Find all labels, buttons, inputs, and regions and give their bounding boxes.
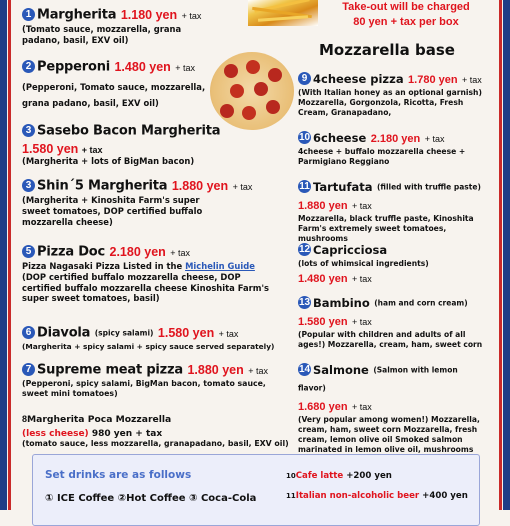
item-name: Shin´5 Margherita [37, 178, 168, 194]
item-tax: + tax [352, 317, 372, 327]
item-tax: + tax [352, 274, 372, 284]
item-price: 1.480 yen [114, 59, 171, 74]
item-name: Pizza Doc [37, 244, 106, 260]
item-price-line [298, 312, 488, 330]
mozzarella-base-heading: Mozzarella base [319, 41, 455, 59]
item-number-badge: 9 [298, 72, 311, 85]
item-number-badge: 10 [298, 132, 311, 144]
menu-item-4cheese [298, 70, 484, 118]
item-price: 1.580 yen [298, 316, 348, 328]
item-number-badge: 1 [22, 8, 35, 21]
item-price-line [298, 397, 488, 415]
takeout-line2: 80 yen + tax per box [353, 16, 459, 28]
fries-image [248, 0, 318, 26]
item-name: Bambino [313, 295, 370, 310]
drink-label: Italian non-alcoholic beer [295, 491, 420, 501]
item-price: 2.180 yen [109, 244, 166, 259]
item-price [22, 142, 252, 156]
item-note: (less cheese) [22, 429, 89, 439]
item-number-badge: 5 [22, 245, 35, 258]
item-price: 2.180 yen [370, 133, 421, 145]
pepperoni-pizza-image [210, 52, 294, 130]
item-tax: + tax [248, 366, 268, 376]
item-number-badge: 2 [22, 60, 35, 73]
item-description: Mozzarella, black truffle paste, Kinoshita Farm's extremely sweet tomatoes, mushrooms [298, 214, 474, 243]
item-name: Salmone [313, 362, 369, 377]
item-description: (Pepperoni, spicy salami, BigMan bacon, tomato sauce, sweet mini tomatoes) [22, 379, 266, 398]
drink-price: +200 yen [346, 471, 392, 481]
item-description: (Pepperoni, Tomato sauce, mozzarella, grana padano, basil, EXV oil) [22, 82, 206, 108]
item-tax: + tax [424, 134, 445, 144]
item-price: 1.780 yen [408, 74, 458, 86]
item-name: Margherita [37, 7, 117, 23]
item-price: 1.880 yen [298, 200, 348, 212]
item-subtitle: (filled with truffle paste) [376, 182, 481, 192]
menu-item-salmone [298, 361, 488, 455]
menu-item-margherita [22, 6, 252, 46]
item-name: Margherita Poca Mozzarella [27, 414, 172, 425]
item-description: (Margherita + spicy salami + spicy sauce served separately) [22, 342, 275, 351]
item-tax: + tax [218, 329, 239, 339]
item-tax: + tax [135, 429, 163, 439]
item-number-badge: 14 [298, 364, 311, 376]
item-description: (Tomato sauce, mozzarella, grana padano, basil, EXV oil) [22, 24, 182, 45]
item-name: Pepperoni [37, 59, 111, 75]
item-description: 4cheese + buffalo mozzarella cheese + Parmigiano Reggiano [298, 147, 466, 166]
drink-cafe-latte [286, 471, 392, 481]
item-number-badge: 13 [298, 297, 311, 309]
menu-item-6cheese [298, 129, 484, 167]
item-number-badge: 3 [22, 179, 35, 192]
item-price: 1.480 yen [298, 273, 348, 285]
item-michelin-text: Pizza Nagasaki Pizza Listed in the [22, 261, 183, 271]
item-price-line [22, 429, 297, 439]
item-subtitle: (ham and corn cream) [374, 298, 468, 308]
set-drinks-heading: Set drinks are as follows [45, 469, 192, 481]
takeout-line1: Take-out will be charged [342, 1, 470, 13]
item-tax: + tax [170, 248, 191, 258]
item-price: 1.880 yen [187, 362, 244, 377]
item-description: (With Italian honey as an optional garnish) Mozzarella, Gorgonzola, Ricotta, Fresh Cream, Granapadano, [298, 88, 482, 117]
item-price-line [298, 196, 484, 214]
item-name: 6cheese [313, 130, 367, 145]
set-drinks-box [32, 454, 480, 526]
item-name: Diavola [37, 325, 91, 341]
michelin-guide-link[interactable]: Michelin Guide [185, 261, 255, 271]
left-border-accent [8, 0, 11, 510]
menu-item-pizza-doc [22, 243, 292, 304]
item-price: 1.680 yen [298, 401, 348, 413]
item-tax: + tax [175, 63, 195, 73]
menu-item-tartufata [298, 178, 484, 244]
item-description: (Popular with children and adults of all ages!) Mozzarella, cream, ham, sweet corn [298, 330, 483, 349]
item-description: (DOP certified buffalo mozzarella cheese, DOP certified buffalo mozzarella cheese Kinoshita Farm's super sweet tomatoes, basil) [22, 271, 270, 304]
item-tax: + tax [352, 201, 372, 211]
menu-item-supreme-meat [22, 361, 282, 399]
item-description: (Very popular among women!) Mozzarella, cream, ham, sweet corn Mozzarella, fresh cream, lemon olive oil Smoked salmon marinated in lemon olive oil, mushrooms [298, 415, 480, 454]
drink-non-alcoholic-beer [286, 491, 468, 501]
left-border [0, 0, 7, 510]
item-subtitle: (lots of whimsical ingredients) [298, 259, 429, 268]
item-number-badge: 12 [298, 244, 311, 256]
item-tax: + tax [181, 11, 202, 21]
menu-item-sasebo-bacon [22, 122, 252, 167]
item-tax: + tax [462, 75, 482, 85]
item-price: 1.880 yen [171, 178, 229, 193]
item-name: 4cheese pizza [313, 71, 404, 86]
menu-item-capricciosa [298, 241, 484, 287]
right-border-accent [499, 0, 502, 510]
item-price-value: 1.580 yen [22, 142, 79, 156]
item-tax: + tax [232, 182, 253, 192]
item-price-line [298, 269, 484, 287]
item-name: Sasebo Bacon Margherita [37, 123, 221, 139]
menu-item-margherita-poca [22, 409, 297, 450]
takeout-note [331, 0, 481, 30]
menu-item-bambino [298, 294, 488, 350]
menu-item-diavola [22, 324, 297, 353]
item-number-badge: 6 [22, 326, 35, 339]
item-number-badge: 3 [22, 124, 35, 137]
item-price: 980 yen [91, 429, 133, 439]
item-description: (Margherita + lots of BigMan bacon) [22, 156, 195, 166]
item-description: (tomato sauce, less mozzarella, granapadano, basil, EXV oil) [22, 439, 289, 448]
item-name: Capricciosa [313, 242, 388, 257]
right-border [503, 0, 510, 510]
drink-label: Cafe latte [295, 471, 344, 481]
set-drinks-list: ① ICE Coffee ②Hot Coffee ③ Coca-Cola [45, 493, 257, 504]
item-description: (Margherita + Kinoshita Farm's super sweet tomatoes, DOP certified buffalo mozzarella cheese) [22, 195, 203, 227]
menu-item-pepperoni [22, 58, 222, 111]
item-michelin-line [22, 261, 292, 272]
item-number-badge: 7 [22, 363, 35, 376]
drink-price: +400 yen [422, 491, 468, 501]
item-tax: + tax [81, 145, 103, 155]
item-subtitle: (Salmon with lemon flavor) [298, 365, 458, 393]
item-tax: + tax [352, 402, 372, 412]
item-name: Supreme meat pizza [37, 362, 183, 378]
drink-number: 10 [286, 472, 296, 480]
drink-number: 11 [286, 492, 296, 500]
item-price: 1.180 yen [120, 7, 178, 22]
item-price: 1.580 yen [157, 325, 215, 340]
menu-item-shin5-margherita [22, 177, 297, 227]
item-number: 8 [22, 414, 28, 424]
item-name: Tartufata [313, 179, 373, 194]
item-number-badge: 11 [299, 181, 310, 193]
item-subtitle: (spicy salami) [94, 328, 154, 338]
